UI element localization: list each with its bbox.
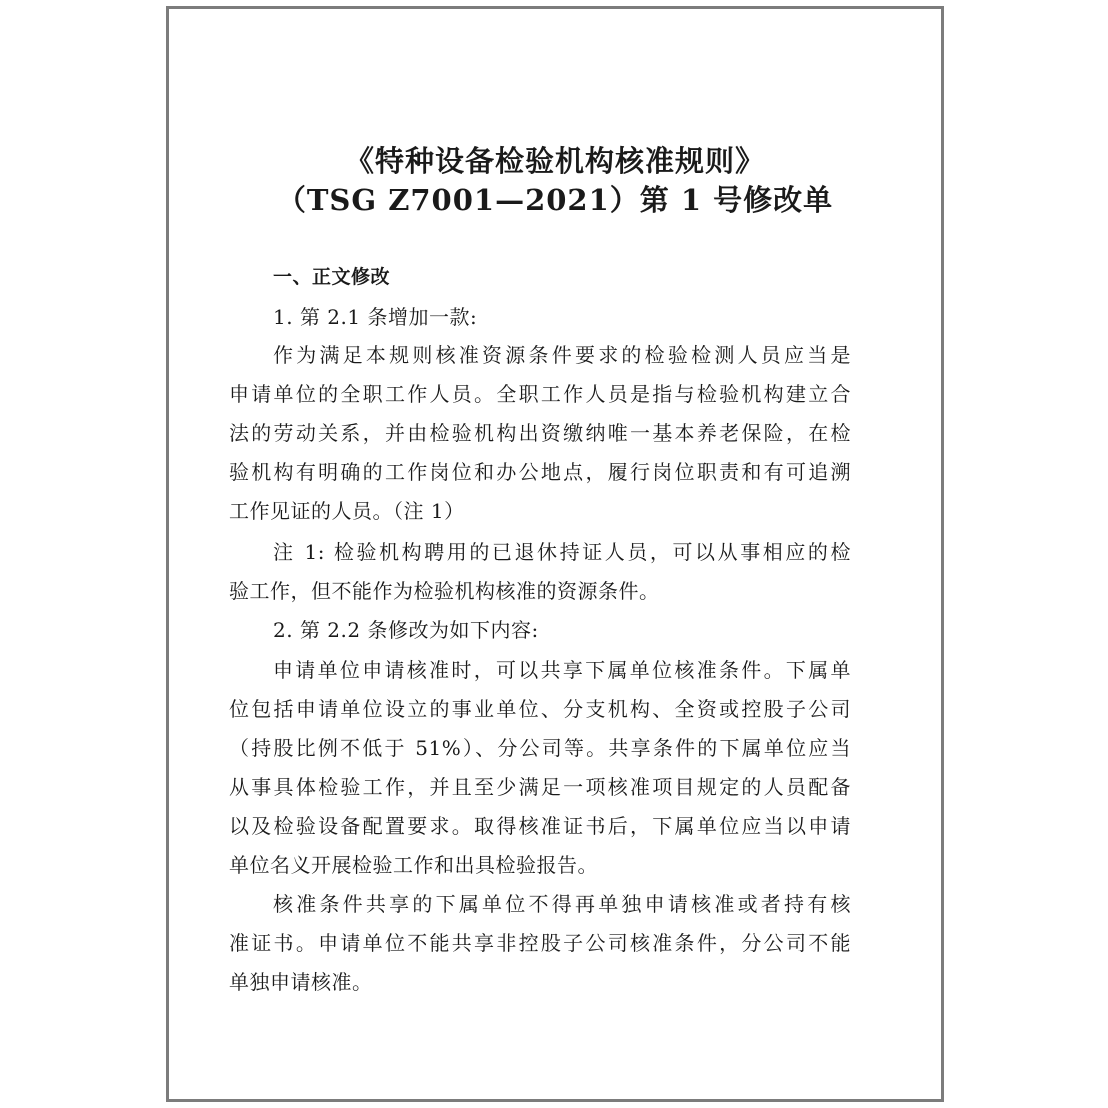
item-1-heading: 1. 第 2.1 条增加一款: (273, 305, 478, 329)
item-2-paragraph-2-line: 单独申请核准。 (229, 970, 373, 994)
item-2-paragraph-line: 以及检验设备配置要求。取得核准证书后，下属单位应当以申请 (229, 814, 851, 838)
item-1-paragraph-line: 申请单位的全职工作人员。全职工作人员是指与检验机构建立合 (229, 382, 851, 406)
section-heading: 一、正文修改 (273, 266, 391, 288)
item-2-paragraph-line: 从事具体检验工作，并且至少满足一项核准项目规定的人员配备 (229, 775, 851, 799)
note-1-line: 注 1: 检验机构聘用的已退休持证人员，可以从事相应的检 (273, 540, 851, 564)
item-2-paragraph-line: 位包括申请单位设立的事业单位、分支机构、全资或控股子公司 (229, 697, 851, 721)
item-1-paragraph-line: 作为满足本规则核准资源条件要求的检验检测人员应当是 (273, 343, 851, 367)
note-1-line: 验工作，但不能作为检验机构核准的资源条件。 (229, 579, 660, 603)
item-2-paragraph-line: 单位名义开展检验工作和出具检验报告。 (229, 853, 598, 877)
item-1-paragraph-line: 法的劳动关系，并由检验机构出资缴纳唯一基本养老保险，在检 (229, 421, 851, 445)
item-2-paragraph-2-line: 准证书。申请单位不能共享非控股子公司核准条件，分公司不能 (229, 931, 851, 955)
item-2-paragraph-line: 申请单位申请核准时，可以共享下属单位核准条件。下属单 (273, 658, 851, 682)
item-2-paragraph-line: （持股比例不低于 51%）、分公司等。共享条件的下属单位应当 (229, 736, 851, 760)
item-2-paragraph-2-line: 核准条件共享的下属单位不得再单独申请核准或者持有核 (273, 892, 851, 916)
item-2-heading: 2. 第 2.2 条修改为如下内容: (273, 618, 539, 642)
item-1-paragraph-line: 工作见证的人员。（注 1） (229, 499, 465, 523)
document-title-line-2: （TSG Z7001—2021）第 1 号修改单 (276, 183, 834, 217)
document-page (166, 6, 944, 1102)
document-title-line-1: 《特种设备检验机构核准规则》 (344, 144, 765, 178)
item-1-paragraph-line: 验机构有明确的工作岗位和办公地点，履行岗位职责和有可追溯 (229, 460, 851, 484)
